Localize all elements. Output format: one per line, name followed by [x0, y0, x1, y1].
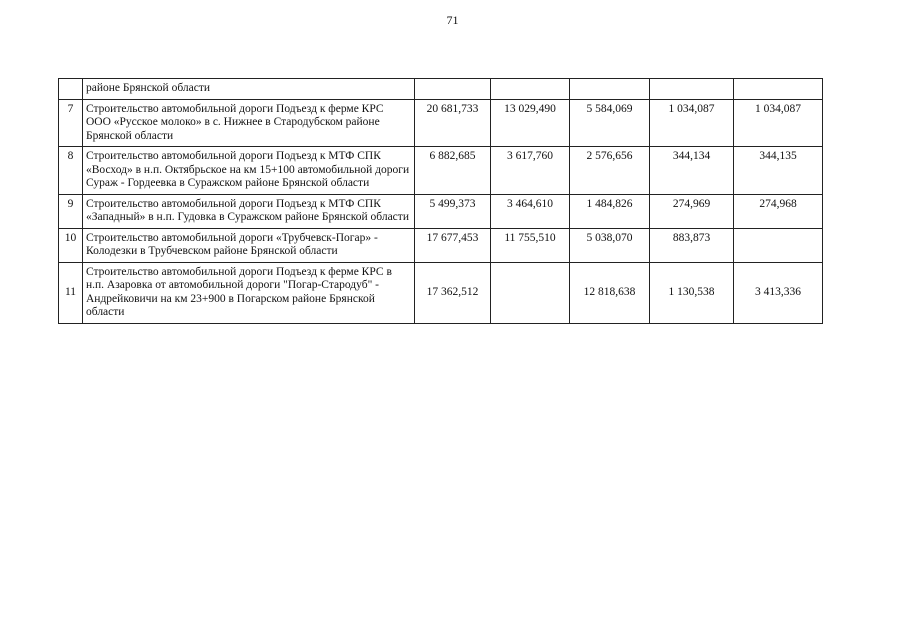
value-cell [491, 79, 570, 100]
value-cell: 344,135 [734, 147, 823, 195]
value-cell: 5 584,069 [570, 99, 650, 147]
value-cell: 274,969 [650, 194, 734, 228]
value-cell: 3 464,610 [491, 194, 570, 228]
value-cell [415, 79, 491, 100]
value-cell: 5 038,070 [570, 228, 650, 262]
table-row [59, 79, 823, 100]
table-row [59, 147, 823, 195]
value-cell [650, 79, 734, 100]
row-number: 7 [59, 99, 83, 147]
value-cell: 20 681,733 [415, 99, 491, 147]
table-row [59, 194, 823, 228]
value-cell [734, 228, 823, 262]
row-description: Строительство автомобильной дороги «Трубчевск-Погар» - Колодезки в Трубчевском районе Брянской области [83, 228, 415, 262]
value-cell: 344,134 [650, 147, 734, 195]
row-description: Строительство автомобильной дороги Подъезд к МТФ СПК «Западный» в н.п. Гудовка в Суражском районе Брянской области [83, 194, 415, 228]
table-row [59, 228, 823, 262]
value-cell: 12 818,638 [570, 262, 650, 323]
value-cell: 1 484,826 [570, 194, 650, 228]
row-description: районе Брянской области [83, 79, 415, 100]
value-cell: 1 034,087 [734, 99, 823, 147]
row-number: 8 [59, 147, 83, 195]
value-cell: 6 882,685 [415, 147, 491, 195]
value-cell: 11 755,510 [491, 228, 570, 262]
table-row [59, 99, 823, 147]
value-cell: 13 029,490 [491, 99, 570, 147]
value-cell [734, 79, 823, 100]
table-row [59, 262, 823, 323]
budget-table [58, 78, 823, 324]
value-cell: 3 617,760 [491, 147, 570, 195]
value-cell: 2 576,656 [570, 147, 650, 195]
row-description: Строительство автомобильной дороги Подъезд к ферме КРС ООО «Русское молоко» в с. Нижнее в Стародубском районе Брянской области [83, 99, 415, 147]
page-number: 71 [446, 13, 459, 27]
row-number: 9 [59, 194, 83, 228]
value-cell: 1 130,538 [650, 262, 734, 323]
value-cell: 883,873 [650, 228, 734, 262]
value-cell: 17 677,453 [415, 228, 491, 262]
value-cell: 17 362,512 [415, 262, 491, 323]
value-cell: 1 034,087 [650, 99, 734, 147]
row-number [59, 79, 83, 100]
value-cell: 274,968 [734, 194, 823, 228]
row-description: Строительство автомобильной дороги Подъезд к ферме КРС в н.п. Азаровка от автомобильной дороги "Погар-Стародуб" - Андрейковичи на км 23+900 в Погарском районе Брянской области [83, 262, 415, 323]
value-cell: 5 499,373 [415, 194, 491, 228]
row-number: 10 [59, 228, 83, 262]
value-cell [491, 262, 570, 323]
row-number: 11 [59, 262, 83, 323]
value-cell [570, 79, 650, 100]
row-description: Строительство автомобильной дороги Подъезд к МТФ СПК «Восход» в н.п. Октябрьское на км 15+100 автомобильной дороги Сураж - Гордеевка в Суражском районе Брянской области [83, 147, 415, 195]
value-cell: 3 413,336 [734, 262, 823, 323]
